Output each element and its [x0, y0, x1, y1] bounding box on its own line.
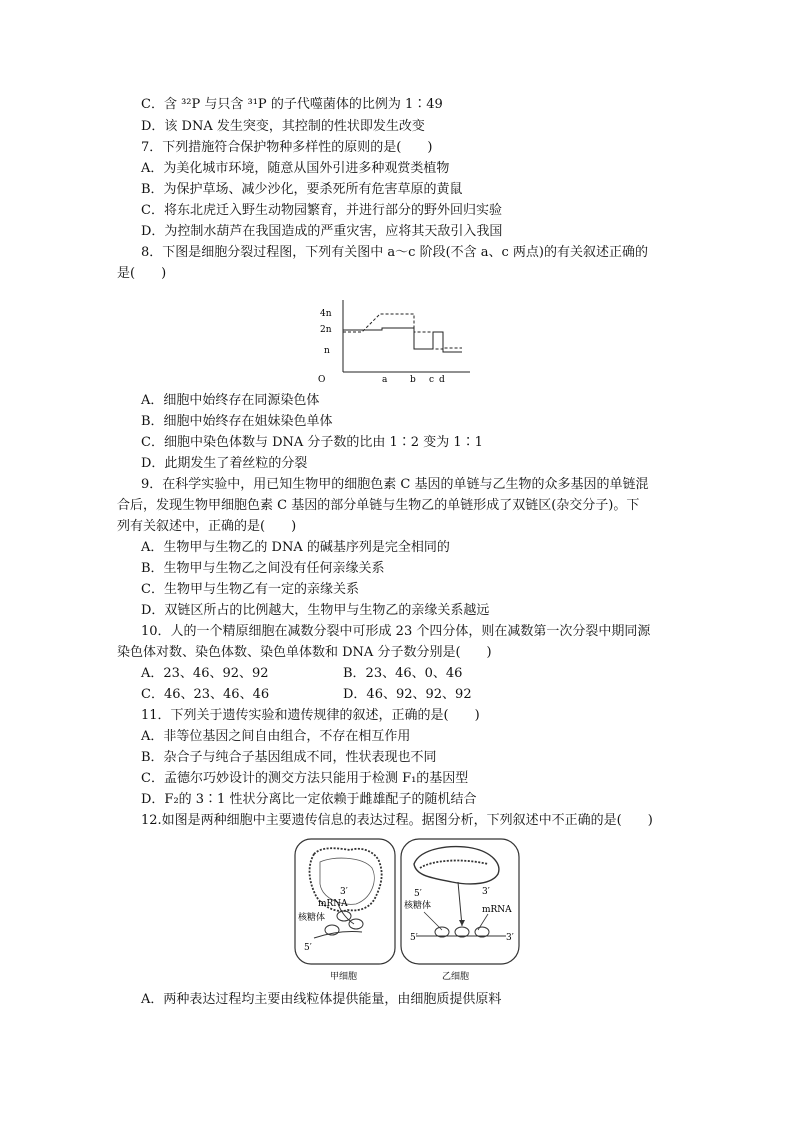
- q10-option-b: B．23、46、0、46: [343, 666, 463, 681]
- q10-stem: 10．人的一个精原细胞在减数分裂中可形成 23 个四分体，则在减数第一次分裂中期同源: [141, 624, 651, 639]
- q10-stem-wrap: 染色体对数、染色体数、染色单体数和 DNA 分子数分别是( ): [117, 645, 492, 660]
- left-3prime: 3′: [340, 887, 348, 897]
- cell-division-graph: [310, 292, 480, 388]
- q11-option-c: C．孟德尔巧妙设计的测交方法只能用于检测 F₁的基因型: [141, 771, 469, 786]
- right-cell-caption: 乙细胞: [442, 972, 470, 982]
- q7-option-a: A．为美化城市环境，随意从国外引进多种观赏类植物: [141, 161, 450, 176]
- q11-option-a: A．非等位基因之间自由组合，不存在相互作用: [141, 729, 411, 744]
- q9-option-c: C．生物甲与生物乙有一定的亲缘关系: [141, 582, 359, 597]
- q9-stem: 9．在科学实验中，用已知生物甲的细胞色素 C 基因的单链与乙生物的众多基因的单链混: [141, 477, 649, 492]
- left-5prime: 5′: [304, 943, 312, 953]
- q9-stem-wrap-2: 列有关叙述中，正确的是( ): [117, 519, 297, 534]
- q11-stem: 11．下列关于遗传实验和遗传规律的叙述，正确的是( ): [141, 708, 480, 723]
- q7-stem: 7．下列措施符合保护物种多样性的原则的是( ): [141, 140, 433, 155]
- q11-option-b: B．杂合子与纯合子基因组成不同，性状表现也不同: [141, 750, 437, 765]
- x-label-o: O: [318, 375, 326, 385]
- right-ribosome-label: 核糖体: [404, 901, 432, 911]
- q8-stem-wrap: 是( ): [117, 266, 167, 281]
- right-5prime-top: 5′: [414, 889, 422, 899]
- left-ribosome-label: 核糖体: [298, 913, 326, 923]
- right-5prime-bottom: 5′: [410, 933, 418, 943]
- q8-option-a: A．细胞中始终存在同源染色体: [141, 393, 320, 408]
- q9-option-d: D．双链区所占的比例越大，生物甲与生物乙的亲缘关系越远: [141, 603, 490, 618]
- q12-stem: 12.如图是两种细胞中主要遗传信息的表达过程。据图分析，下列叙述中不正确的是( ): [141, 813, 653, 828]
- y-label-n: n: [324, 346, 330, 356]
- gene-expression-diagram: [292, 834, 522, 984]
- dna-line-dashed: [343, 314, 462, 349]
- q8-option-c: C．细胞中染色体数与 DNA 分子数的比由 1∶2 变为 1∶1: [141, 435, 483, 450]
- left-mrna-label: mRNA: [318, 899, 348, 909]
- q9-option-b: B．生物甲与生物乙之间没有任何亲缘关系: [141, 561, 385, 576]
- q6-option-d: D．该 DNA 发生突变，其控制的性状即发生改变: [141, 119, 425, 134]
- q7-option-d: D．为控制水葫芦在我国造成的严重灾害，应将其天敌引入我国: [141, 224, 503, 239]
- y-label-2n: 2n: [320, 325, 332, 335]
- left-cell-caption: 甲细胞: [330, 972, 358, 982]
- x-label-b: b: [410, 375, 416, 385]
- right-3prime-top: 3′: [482, 887, 490, 897]
- q11-option-d: D．F₂的 3∶1 性状分离比一定依赖于雌雄配子的随机结合: [141, 792, 477, 807]
- q6-option-c: C．含 ³²P 与只含 ³¹P 的子代噬菌体的比例为 1∶49: [141, 97, 443, 112]
- q9-stem-wrap-1: 合后，发现生物甲细胞色素 C 基因的部分单链与生物乙的单链形成了双链区(杂交分子)。下: [117, 498, 640, 513]
- q8-stem: 8．下图是细胞分裂过程图，下列有关图中 a～c 阶段(不含 a、c 两点)的有关叙述正确的: [141, 245, 649, 260]
- right-3prime-bottom: 3′: [506, 933, 514, 943]
- x-label-d: d: [439, 375, 445, 385]
- q8-option-b: B．细胞中始终存在姐妹染色单体: [141, 414, 333, 429]
- x-label-c: c: [429, 375, 435, 385]
- right-mrna-label: mRNA: [482, 905, 512, 915]
- q7-option-b: B．为保护草场、减少沙化，要杀死所有危害草原的黄鼠: [141, 182, 463, 197]
- x-label-a: a: [382, 375, 388, 385]
- q8-option-d: D．此期发生了着丝粒的分裂: [141, 456, 308, 471]
- q7-option-c: C．将东北虎迁入野生动物园繁育，并进行部分的野外回归实验: [141, 203, 502, 218]
- q9-option-a: A．生物甲与生物乙的 DNA 的碱基序列是完全相同的: [141, 540, 450, 555]
- q10-option-c: C．46、23、46、46: [141, 687, 270, 702]
- q10-option-d: D．46、92、92、92: [343, 687, 472, 702]
- q12-option-a: A．两种表达过程均主要由线粒体提供能量，由细胞质提供原料: [141, 992, 502, 1007]
- q10-option-a: A．23、46、92、92: [141, 666, 269, 681]
- y-label-4n: 4n: [320, 309, 332, 319]
